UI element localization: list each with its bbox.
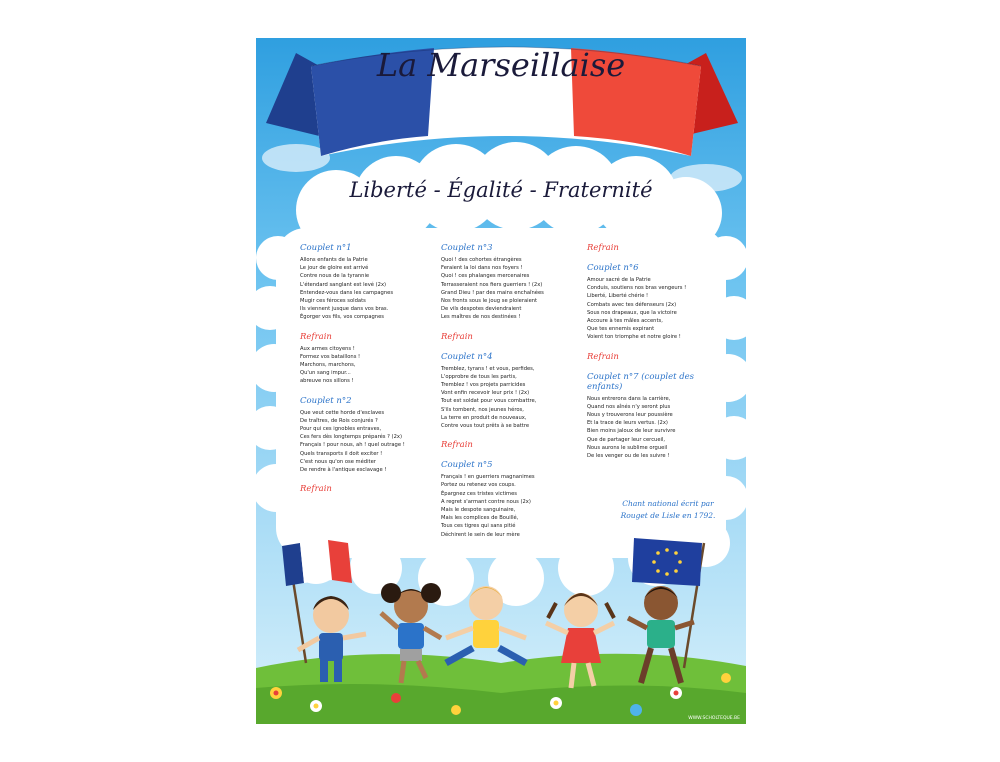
lyric-line: Français ! pour nous, ah ! quel outrage ! (300, 442, 405, 449)
lyric-line: Feraient la loi dans nos foyers ! (441, 265, 523, 272)
lyrics-column-1 (300, 243, 440, 497)
lyric-line: Déchirent le sein de leur mère (441, 531, 520, 538)
lyric-line: Pour qui ces ignobles entraves, (300, 426, 382, 433)
lyric-line: Égorger vos fils, vos compagnes (300, 314, 384, 321)
lyric-line: Voient ton triomphe et notre gloire ! (587, 334, 681, 341)
lyric-line: C'est nous qu'on ose méditer (300, 458, 376, 465)
poster-motto: Liberté - Égalité - Fraternité (349, 178, 653, 202)
author-credit (608, 498, 728, 522)
website-watermark: WWW.SCHOLTEQUE.BE (688, 716, 740, 721)
lyric-line: Portez ou retenez vos coups. (441, 482, 516, 489)
lyric-line: Que tes ennemis expirant (587, 326, 655, 333)
lyric-line: S'ils tombent, nos jeunes héros, (441, 406, 524, 413)
lyric-line: Les maîtres de nos destinées ! (441, 314, 521, 321)
lyric-line: Qu'un sang impur... (300, 370, 351, 377)
lyric-line: De les venger ou de les suivre ! (587, 453, 670, 460)
lyric-line: Tremblez, tyrans ! et vous, perfides, (441, 365, 535, 372)
lyric-line: Tout est soldat pour vous combattre, (441, 398, 537, 405)
couplet-heading: Couplet n°1 (300, 243, 352, 253)
lyrics-column-3 (587, 243, 727, 470)
lyric-line: Mais les complices de Bouillé, (441, 515, 519, 522)
poster (256, 38, 746, 724)
lyric-line: Vont enfin recevoir leur prix ! (2x) (441, 390, 530, 397)
lyric-line: De rendre à l'antique esclavage ! (300, 467, 387, 474)
lyric-line: A regret s'armant contre nous (2x) (441, 498, 531, 505)
credit-line-1: Chant national écrit par (622, 499, 714, 508)
lyric-line: Accoure à tes mâles accents, (587, 318, 663, 325)
lyric-line: De traîtres, de Rois conjurés ? (300, 417, 378, 424)
lyric-line: Terrasseraient nos fiers guerriers ! (2x) (441, 281, 543, 288)
poster-title: La Marseillaise (376, 46, 626, 84)
couplet-heading: Couplet n°4 (441, 351, 493, 362)
lyrics-column-2 (441, 243, 581, 549)
lyric-line: L'opprobre de tous les partis, (441, 373, 517, 380)
lyric-line: Nous aurons le sublime orgueil (587, 444, 668, 451)
lyric-line: Nous y trouverons leur poussière (587, 412, 673, 419)
lyric-line: Entendez-vous dans les campagnes (300, 289, 394, 296)
lyric-line: Aux armes citoyens ! (300, 345, 355, 352)
lyric-line: abreuve nos sillons ! (300, 378, 354, 385)
refrain-heading: Refrain (441, 331, 473, 342)
couplet-heading: Couplet n°2 (300, 395, 352, 406)
lyric-line: Quoi ! des cohortes étrangères (441, 257, 522, 263)
refrain-heading: Refrain (300, 331, 332, 342)
lyric-line: Et la trace de leurs vertus. (2x) (587, 420, 668, 427)
lyric-line: Quand nos aînés n'y seront plus (587, 403, 671, 410)
couplet-heading: Couplet n°6 (587, 263, 639, 273)
lyric-line: Le jour de gloire est arrivé (300, 265, 369, 272)
couplet-lyrics (587, 395, 727, 461)
credit-line-2: Rouget de Lisle en 1792. (620, 511, 716, 520)
lyric-line: Que veut cette horde d'esclaves (300, 409, 385, 416)
lyric-line: Français ! en guerriers magnanimes (441, 474, 535, 481)
couplet-lyrics (587, 276, 727, 342)
lyric-line: Nous entrerons dans la carrière, (587, 395, 671, 402)
lyric-line: Tremblez ! vos projets parricides (441, 382, 526, 389)
lyric-line: Contre nous de la tyrannie (300, 273, 370, 280)
lyric-line: Ils viennent jusque dans vos bras. (300, 306, 389, 313)
lyric-line: Liberté, Liberté chérie ! (587, 293, 649, 300)
lyric-line: L'étendard sanglant est levé (2x) (300, 281, 387, 288)
lyric-line: Mugir ces féroces soldats (300, 298, 366, 305)
couplet-heading: Couplet n°5 (441, 460, 493, 471)
lyric-line: Bien moins jaloux de leur survivre (587, 428, 676, 435)
lyric-line: Allons enfants de la Patrie (300, 257, 368, 263)
lyric-line: Quoi ! ces phalanges mercenaires (441, 273, 530, 280)
couplet-heading: Couplet n°7 (couplet des enfants) (587, 371, 695, 392)
lyric-line: Que de partager leur cercueil, (587, 436, 666, 443)
lyric-line: Mais le despote sanguinaire, (441, 507, 516, 514)
lyric-line: Marchons, marchons, (300, 362, 356, 369)
refrain-heading: Refrain (300, 484, 332, 495)
lyric-line: Amour sacré de la Patrie (587, 277, 651, 283)
lyric-line: De vils despotes deviendraient (441, 306, 522, 313)
lyric-line: Nos fronts sous le joug se ploieraient (441, 298, 538, 305)
couplet-lyrics (300, 409, 440, 475)
couplet-lyrics (441, 365, 581, 431)
couplet-lyrics (441, 256, 581, 322)
refrain-heading: Refrain (441, 440, 473, 451)
lyric-line: Épargnez ces tristes victimes (441, 490, 518, 497)
refrain-heading: Refrain (587, 243, 619, 253)
lyric-line: Tous ces tigres qui sans pitié (441, 523, 516, 530)
refrain-heading: Refrain (587, 351, 619, 362)
lyric-line: La terre en produit de nouveaux, (441, 414, 527, 421)
refrain-lyrics (300, 345, 440, 386)
couplet-lyrics (441, 473, 581, 539)
lyric-line: Quels transports il doit exciter ! (300, 450, 383, 457)
couplet-heading: Couplet n°3 (441, 243, 493, 253)
lyric-line: Grand Dieu ! par des mains enchaînées (441, 289, 544, 296)
couplet-lyrics (300, 256, 440, 322)
lyric-line: Combats avec tes défenseurs (2x) (587, 301, 677, 308)
lyric-line: Conduis, soutiens nos bras vengeurs ! (587, 285, 687, 292)
lyric-line: Contre vous tout prêts à se battre (441, 423, 530, 430)
lyric-line: Ces fers dès longtemps préparés ? (2x) (300, 434, 402, 441)
lyric-line: Formez vos bataillons ! (300, 353, 361, 360)
lyric-line: Sous nos drapeaux, que la victoire (587, 309, 677, 316)
